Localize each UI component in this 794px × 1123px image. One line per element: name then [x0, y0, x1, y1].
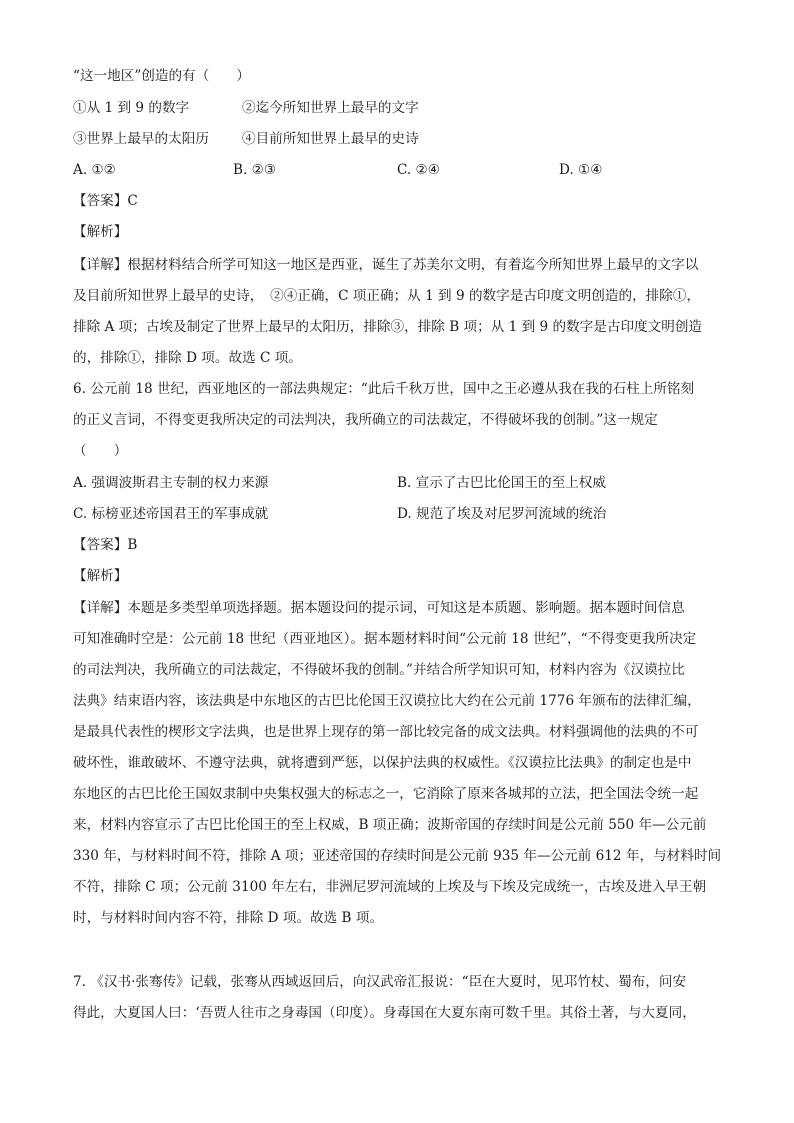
q6-detail-line: 不符，排除 C 项；公元前 3100 年左右，非洲尼罗河流域的上埃及与下埃及完成统一，古埃及进入早王朝: [73, 879, 707, 895]
q6-option-c: C. 标榜亚述帝国君王的军事成就: [73, 506, 269, 522]
q6-stem-line: （ ）: [73, 443, 128, 459]
q5-option-c: C. ②④: [397, 162, 440, 178]
q6-detail-line: 330 年，与材料时间不符，排除 A 项；亚述帝国的存续时间是公元前 935 年—公元前 612 年，与材料时间: [73, 848, 722, 864]
q5-item-2: ②迄今所知世界上最早的文字: [242, 100, 419, 116]
q6-answer: 【答案】B: [73, 537, 138, 553]
q5-stem: “这一地区”创造的有（ ）: [73, 68, 251, 84]
q5-answer: 【答案】C: [73, 193, 138, 209]
q6-option-b: B. 宣示了古巴比伦国王的至上权威: [397, 475, 606, 491]
q6-option-d: D. 规范了埃及对尼罗河流域的统治: [397, 506, 607, 522]
q6-detail-line: 破坏性，谁敢破坏、不遵守法典，就将遭到严惩，以保护法典的权威性。《汉谟拉比法典》的制定也是中: [73, 755, 692, 771]
q6-stem-line: 的正义言词，不得变更我所决定的司法判决，我所确立的司法裁定，不得破坏我的创制。”这一规定: [73, 412, 658, 428]
q5-option-a: A. ①②: [73, 162, 116, 178]
q6-option-a: A. 强调波斯君主专制的权力来源: [73, 475, 269, 491]
q7-stem-line: 7. 《汉书·张骞传》记载，张骞从西域返回后，向汉武帝汇报说：“臣在大夏时，见邛竹杖、蜀布，问安: [73, 974, 687, 990]
q6-analysis-heading: 【解析】: [73, 568, 128, 584]
q5-item-3: ③世界上最早的太阳历: [73, 131, 209, 147]
q6-detail-line: 法典》结束语内容，该法典是中东地区的古巴比伦国王汉谟拉比大约在公元前 1776 年颁布的法律汇编，: [73, 693, 701, 709]
q5-detail-line: 排除 A 项；古埃及制定了世界上最早的太阳历，排除③，排除 B 项；从 1 到 9 的数字是古印度文明创造: [73, 319, 703, 335]
q6-detail-line: 是最具代表性的楔形文字法典，也是世界上现存的第一部比较完备的成文法典。材料强调他的法典的不可: [73, 724, 699, 740]
q7-stem-line: 得此，大夏国人曰：‘吾贾人往市之身毒国（印度）。身毒国在大夏东南可数千里。其俗土著，与大夏同，: [73, 1005, 696, 1021]
q6-detail-line: 可知准确时空是：公元前 18 世纪（西亚地区）。据本题材料时间“公元前 18 世纪”，“不得变更我所决定: [73, 631, 697, 647]
q6-detail-line: 【详解】本题是多类型单项选择题。据本题设问的提示词，可知这是本质题、影响题。据本题时间信息: [73, 600, 685, 616]
q5-item-1: ①从 1 到 9 的数字: [73, 100, 190, 116]
q5-detail-line: 【详解】根据材料结合所学可知这一地区是西亚，诞生了苏美尔文明，有着迄今所知世界上最早的文字以: [73, 257, 699, 273]
q6-detail-line: 东地区的古巴比伦王国奴隶制中央集权强大的标志之一，它消除了原来各城邦的立法，把全国法令统一起: [73, 786, 699, 802]
q6-stem-line: 6. 公元前 18 世纪，西亚地区的一部法典规定：“此后千秋万世，国中之王必遵从我在我的石柱上所铭刻: [73, 381, 695, 397]
q6-detail-line: 来，材料内容宣示了古巴比伦国王的至上权威，B 项正确；波斯帝国的存续时间是公元前 550 年—公元前: [73, 817, 707, 833]
q5-item-4: ④目前所知世界上最早的史诗: [242, 131, 419, 147]
q5-option-b: B. ②③: [233, 162, 277, 178]
q6-detail-line: 的司法判决，我所确立的司法裁定，不得破坏我的创制。”并结合所学知识可知，材料内容为《汉谟拉比: [73, 662, 685, 678]
q5-detail-line: 及目前所知世界上最早的史诗， ②④正确，C 项正确；从 1 到 9 的数字是古印度文明创造的，排除①，: [73, 288, 701, 304]
q5-option-d: D. ①④: [559, 162, 603, 178]
q6-detail-line: 时，与材料时间内容不符，排除 D 项。故选 B 项。: [73, 910, 384, 926]
q5-analysis-heading: 【解析】: [73, 224, 128, 240]
q5-detail-line: 的，排除①，排除 D 项。故选 C 项。: [73, 350, 302, 366]
